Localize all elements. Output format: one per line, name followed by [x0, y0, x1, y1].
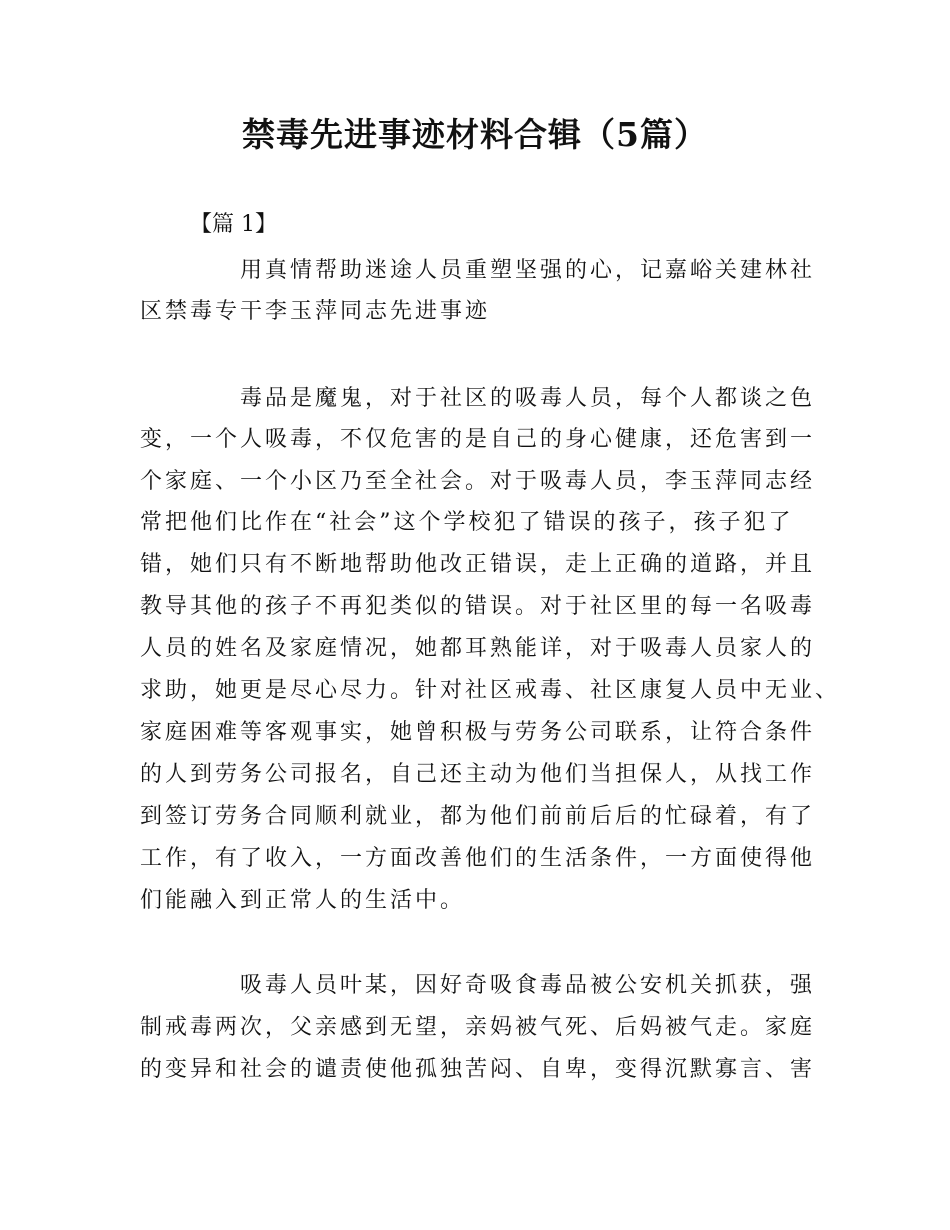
paragraph1-line: 求助，她更是尽心尽力。针对社区戒毒、社区康复人员中无业、: [140, 678, 841, 703]
paragraph1-line: 的人到劳务公司报名，自己还主动为他们当担保人，从找工作: [140, 762, 816, 787]
paragraph1-line: 教导其他的孩子不再犯类似的错误。对于社区里的每一名吸毒: [140, 594, 816, 619]
document-title: 禁毒先进事迹材料合辑（5篇）: [242, 115, 708, 154]
paragraph1-line: 人员的姓名及家庭情况，她都耳熟能详，对于吸毒人员家人的: [140, 636, 816, 661]
paragraph1-line: 毒品是魔鬼，对于社区的吸毒人员，每个人都谈之色: [240, 386, 816, 411]
subtitle-line: 用真情帮助迷途人员重塑坚强的心，记嘉峪关建林社: [240, 258, 816, 283]
section-label: 【篇 1】: [190, 212, 277, 237]
paragraph1-line: 错，她们只有不断地帮助他改正错误，走上正确的道路，并且: [140, 552, 816, 577]
paragraph1-line: 到签订劳务合同顺利就业，都为他们前前后后的忙碌着，有了: [140, 804, 816, 829]
subtitle-line: 区禁毒专干李玉萍同志先进事迹: [140, 299, 491, 324]
paragraph1-line: 变，一个人吸毒，不仅危害的是自己的身心健康，还危害到一: [140, 427, 816, 452]
paragraph2-line: 制戒毒两次，父亲感到无望，亲妈被气死、后妈被气走。家庭: [140, 1015, 816, 1040]
paragraph1-line: 个家庭、一个小区乃至全社会。对于吸毒人员，李玉萍同志经: [140, 469, 816, 494]
paragraph2-line: 的变异和社会的谴责使他孤独苦闷、自卑，变得沉默寡言、害: [140, 1057, 816, 1082]
paragraph1-line: 常把他们比作在“社会”这个学校犯了错误的孩子，孩子犯了: [140, 510, 794, 535]
paragraph2-line: 吸毒人员叶某，因好奇吸食毒品被公安机关抓获，强: [240, 973, 816, 998]
paragraph1-line: 们能融入到正常人的生活中。: [140, 888, 466, 913]
paragraph1-line: 工作，有了收入，一方面改善他们的生活条件，一方面使得他: [140, 846, 816, 871]
paragraph1-line: 家庭困难等客观事实，她曾积极与劳务公司联系，让符合条件: [140, 720, 816, 745]
